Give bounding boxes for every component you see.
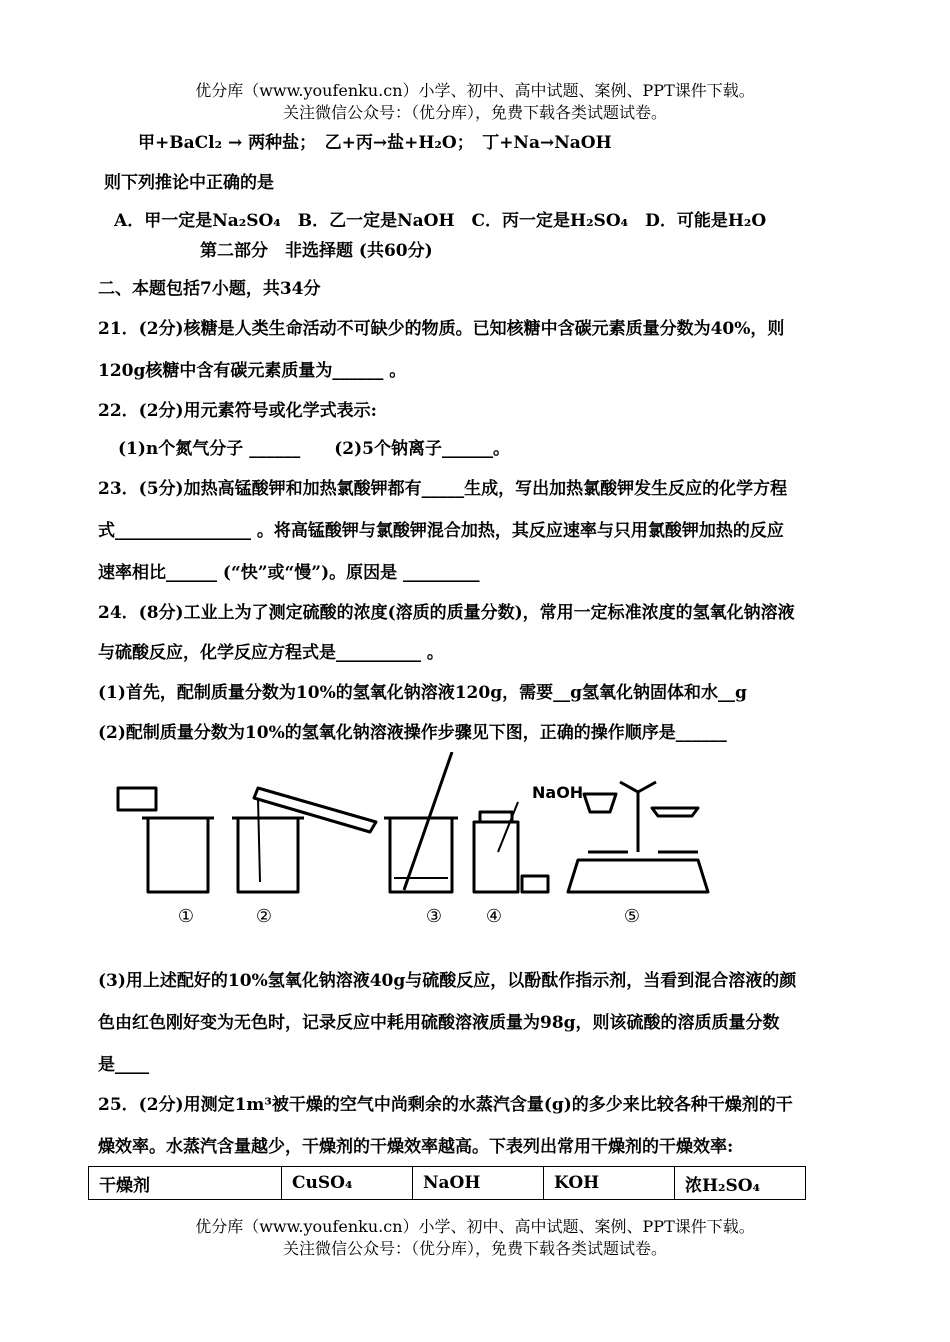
table-cell: KOH [544,1167,675,1200]
balance-base-icon [568,860,708,892]
q23-line-1: 23．(5分)加热高锰酸钾和加热氯酸钾都有_____生成，写出加热氯酸钾发生反应的化学方程 [98,479,788,499]
footer-line-1: 优分库（www.youfenku.cn）小学、初中、高中试题、案例、PPT课件下载。 [195,1217,755,1236]
q24-line-4: (2)配制质量分数为10%的氢氧化钠溶液操作步骤见下图，正确的操作顺序是______ [98,723,727,743]
q21-line-1: 21．(2分)核糖是人类生命活动不可缺少的物质。已知核糖中含碳元素质量分数为40%，则 [98,319,785,339]
q24-line-2: 与硫酸反应，化学反应方程式是__________ 。 [98,643,444,663]
step-label-4: ④ [485,906,503,927]
desiccant-table [88,1166,806,1200]
q25-line-1: 25．(2分)用测定1m³被干燥的空气中尚剩余的水蒸汽含量(g)的多少来比较各种干燥剂的干 [98,1095,793,1115]
reagent-bottle-icon [474,822,518,892]
q24-line-3: (1)首先，配制质量分数为10%的氢氧化钠溶液120g，需要__g氢氧化钠固体和水__g [98,683,747,703]
beaker-2-icon [238,818,298,892]
table-row [89,1167,806,1200]
glass-rod-icon [404,752,452,890]
table-cell: 浓H₂SO₄ [675,1167,806,1200]
footer-line-2: 关注微信公众号：（优分库），免费下载各类试题试卷。 [282,1239,667,1258]
reagent-paper-icon [118,788,156,810]
table-cell: NaOH [413,1167,544,1200]
naoh-label: NaOH [532,783,584,802]
q20-options: A．甲一定是Na₂SO₄ B．乙一定是NaOH C．丙一定是H₂SO₄ D．可能是H₂O [114,211,767,231]
q23-line-2: 式________________ 。将高锰酸钾与氯酸钾混合加热，其反应速率与只用氯酸钾加热的反应 [98,521,784,541]
section-title: 二、本题包括7小题，共34分 [98,279,321,299]
cylinder-icon [254,788,376,832]
q25-line-2: 燥效率。水蒸汽含量越少，干燥剂的干燥效率越高。下表列出常用干燥剂的干燥效率: [98,1137,734,1157]
part2-title: 第二部分 非选择题 (共60分) [200,241,433,261]
q20-question: 则下列推论中正确的是 [104,173,274,193]
spatula-icon [498,802,518,852]
table-cell: CuSO₄ [282,1167,413,1200]
q20-reactions: 甲+BaCl₂ → 两种盐； 乙+丙→盐+H₂O； 丁+Na→NaOH [138,133,612,153]
header-line-2: 关注微信公众号：（优分库），免费下载各类试题试卷。 [282,103,667,122]
table-cell: 干燥剂 [89,1167,282,1200]
q24-line-5: (3)用上述配好的10%氢氧化钠溶液40g与硫酸反应，以酚酞作指示剂，当看到混合溶液的颜 [98,971,797,991]
q22-line-1: 22．(2分)用元素符号或化学式表示: [98,401,377,421]
q24-line-7: 是____ [98,1055,149,1075]
beaker-1-icon [148,818,208,892]
q22-line-2: (1)n个氮气分子 ______ (2)5个钠离子______。 [118,439,510,459]
q24-line-1: 24．(8分)工业上为了测定硫酸的浓度(溶质的质量分数)，常用一定标准浓度的氢氧化钠溶液 [98,603,795,623]
beaker-3-icon [390,818,452,892]
step-label-1: ① [177,906,195,927]
step-label-2: ② [255,906,273,927]
step-label-5: ⑤ [623,906,641,927]
q21-line-2: 120g核糖中含有碳元素质量为______ 。 [98,361,407,381]
balance-pan-right-icon [652,808,698,816]
naoh-preparation-figure [108,752,718,932]
q24-line-6: 色由红色刚好变为无色时，记录反应中耗用硫酸溶液质量为98g，则该硫酸的溶质质量分数 [98,1013,780,1033]
stopper-icon [522,876,548,892]
step-label-3: ③ [425,906,443,927]
balance-pan-left-icon [584,794,616,812]
q23-line-3: 速率相比______ (“快”或“慢”)。原因是 _________ [98,563,480,583]
header-line-1: 优分库（www.youfenku.cn）小学、初中、高中试题、案例、PPT课件下载。 [195,81,755,100]
